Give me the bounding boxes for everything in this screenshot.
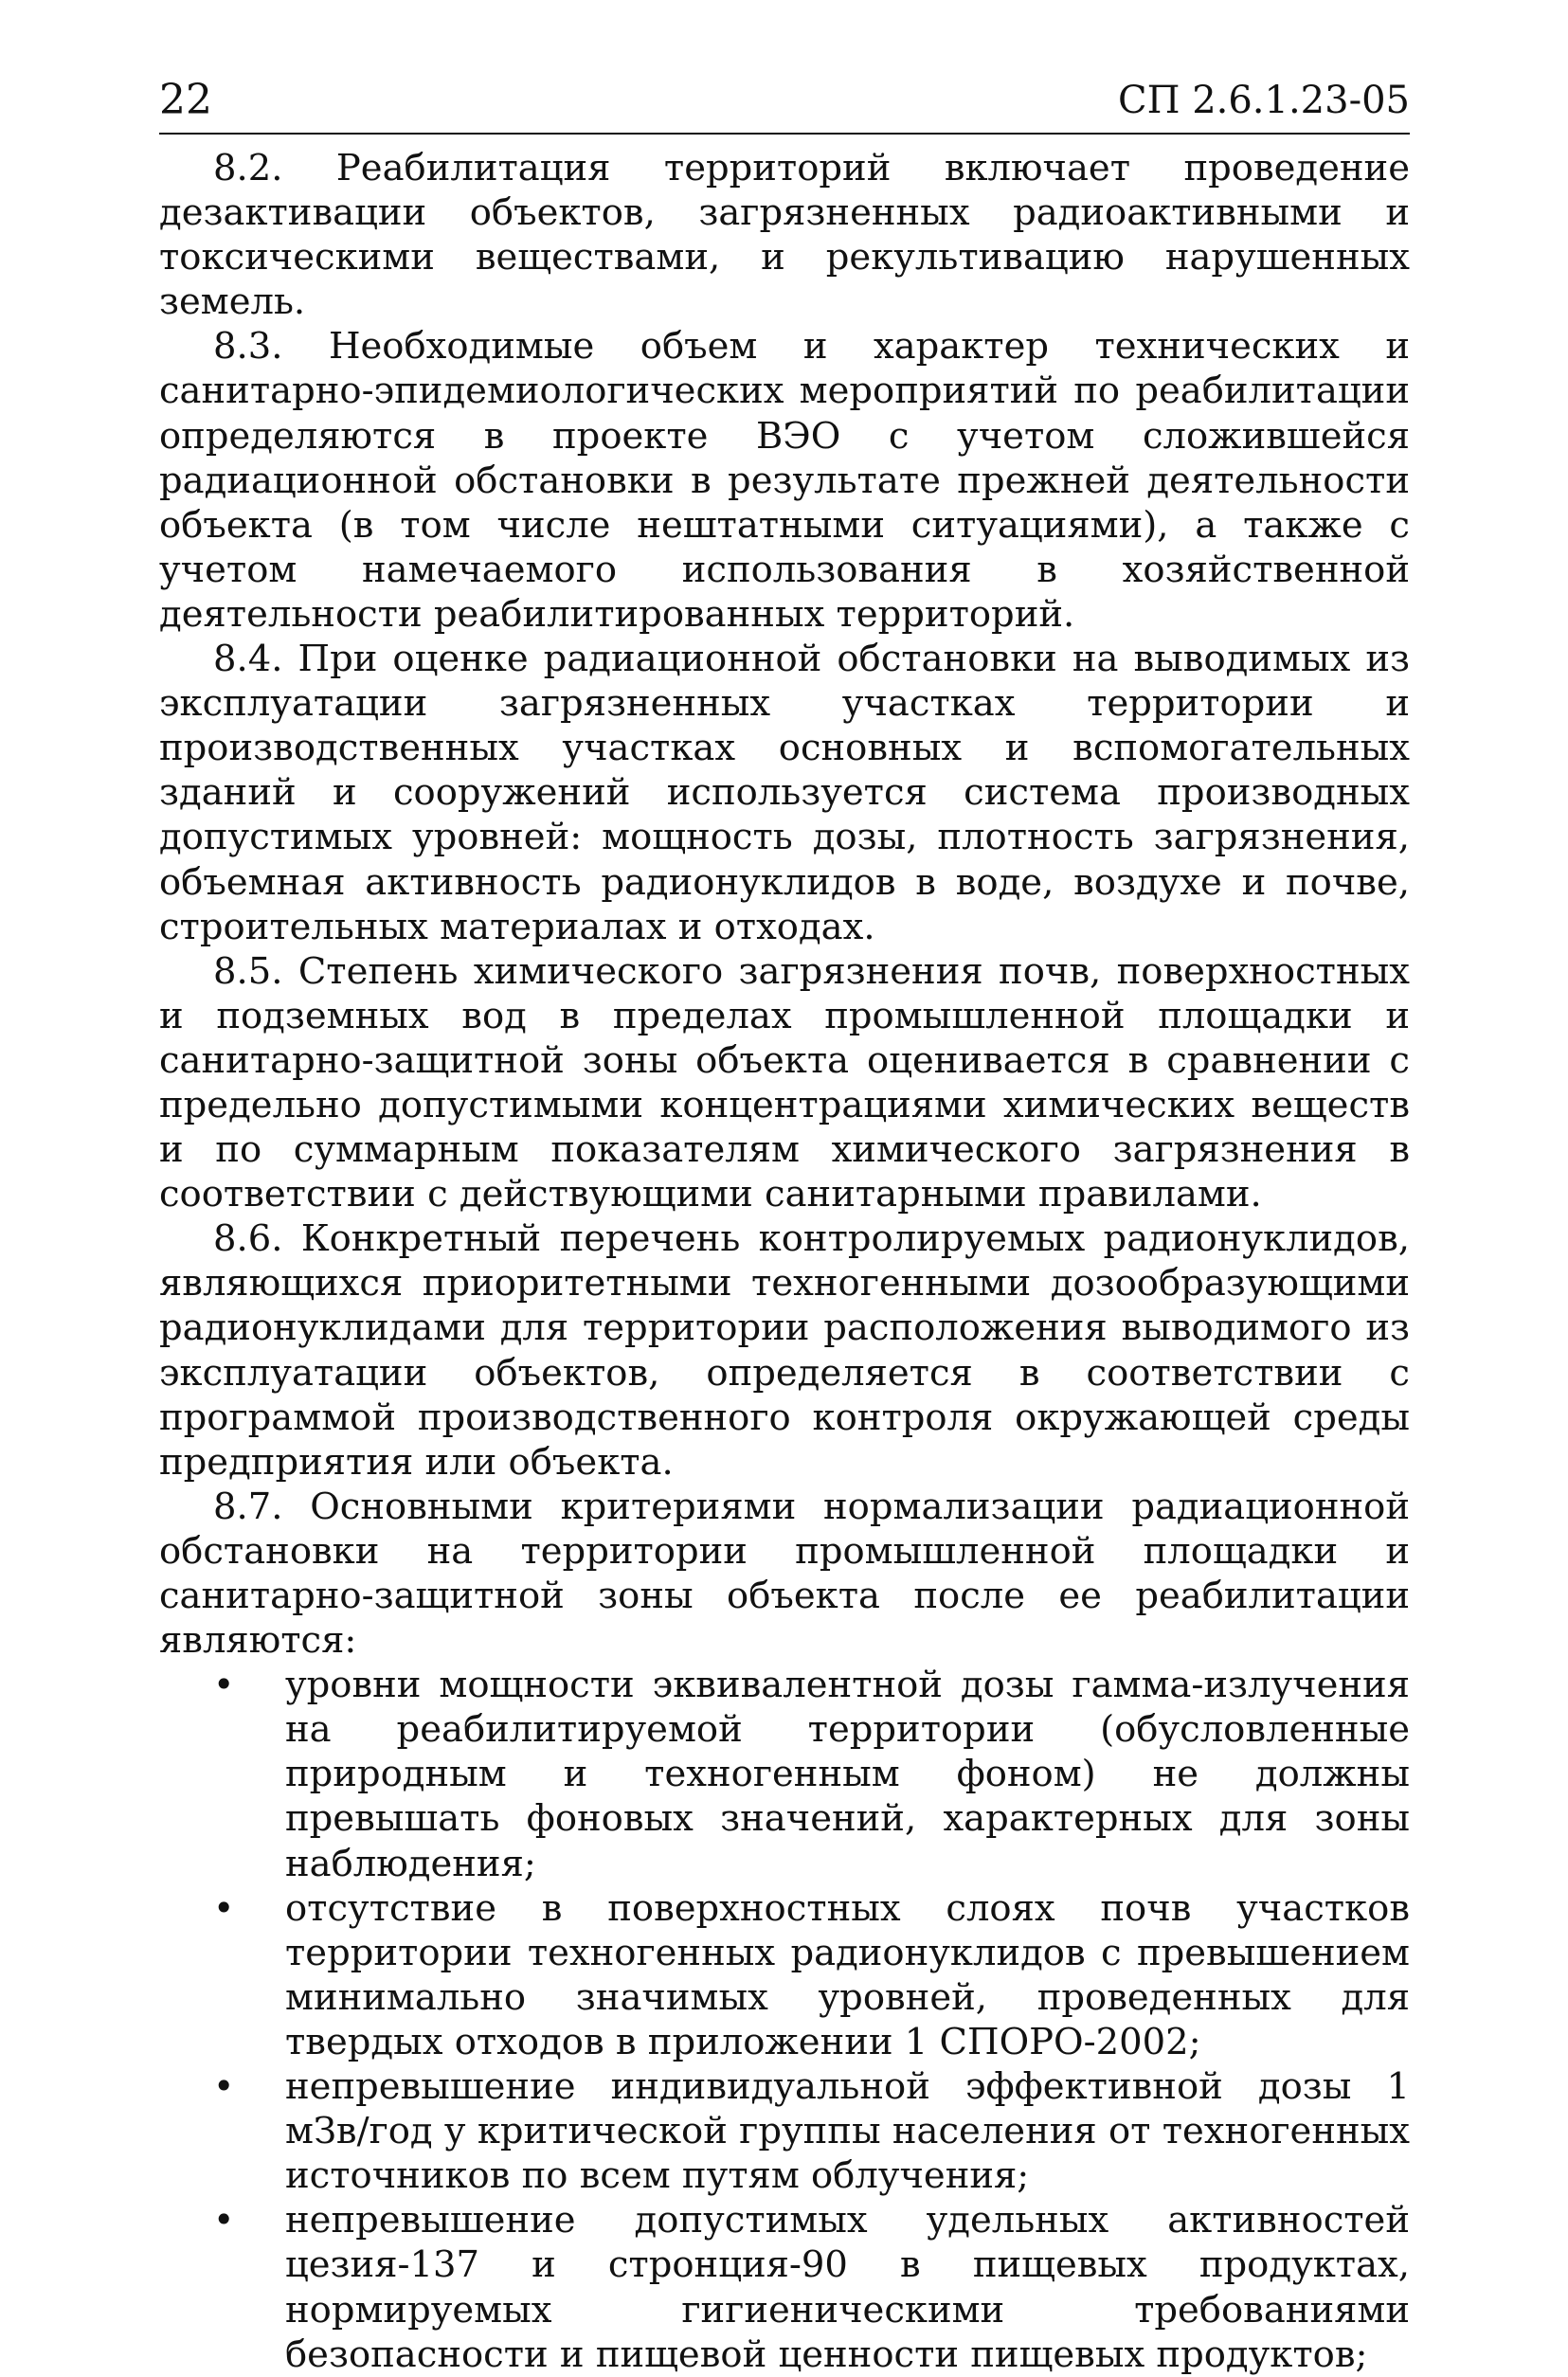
- list-item: [159, 1886, 1410, 2064]
- paragraph-8-7: 8.7. Основными критериями нормализации радиационной обстановки на территории промышленной площадки и санитарно-защитной зоны объекта после ее реабилитации являются:: [159, 1485, 1410, 1663]
- paragraph-8-3: 8.3. Необходимые объем и характер технических и санитарно-эпидемиологических мероприятий по реабилитации определяются в проекте ВЭО с учетом сложившейся радиационной обстановки в результате прежней деятельности объекта (в том числе нештатными ситуациями), а также с учетом намечаемого использования в хозяйственной деятельности реабилитированных территорий.: [159, 325, 1410, 636]
- document-body: [159, 146, 1410, 2377]
- document-code: СП 2.6.1.23-05: [1117, 79, 1410, 122]
- page-header: [159, 74, 1410, 135]
- bullet-icon: •: [213, 1664, 235, 1706]
- list-item-text: непревышение индивидуальной эффективной дозы 1 мЗв/год у критической группы населения от техногенных источников по всем путям облучения;: [285, 2065, 1410, 2198]
- bullet-icon: •: [213, 1886, 235, 1929]
- bullet-icon: •: [213, 2199, 235, 2242]
- list-item: [159, 2198, 1410, 2376]
- page-number: 22: [159, 76, 212, 124]
- bullet-icon: •: [213, 2065, 235, 2108]
- list-item-text: непревышение допустимых удельных активностей цезия-137 и стронция-90 в пищевых продуктах, нормируемых гигиеническими требованиями безопасности и пищевой ценности пищевых продуктов;: [285, 2199, 1410, 2376]
- list-item: [159, 2064, 1410, 2198]
- paragraph-8-4: 8.4. При оценке радиационной обстановки на выводимых из эксплуатации загрязненных участках территории и производственных участках основных и вспомогательных зданий и сооружений используется система производных допустимых уровней: мощность дозы, плотность загрязнения, объемная активность радионуклидов в воде, воздухе и почве, строительных материалах и отходах.: [159, 638, 1410, 948]
- criteria-list: [159, 1663, 1410, 2377]
- paragraph-8-6: 8.6. Конкретный перечень контролируемых радионуклидов, являющихся приоритетными техногенными дозообразующими радионуклидами для территории расположения выводимого из эксплуатации объектов, определяется в соответствии с программой производственного контроля окружающей среды предприятия или объекта.: [159, 1217, 1410, 1484]
- list-item: [159, 1663, 1410, 1885]
- list-item-text: отсутствие в поверхностных слоях почв участков территории техногенных радионуклидов с превышением минимально значимых уровней, проведенных для твердых отходов в приложении 1 СПОРО-2002;: [285, 1886, 1410, 2063]
- paragraph-8-2: 8.2. Реабилитация территорий включает проведение дезактивации объектов, загрязненных радиоактивными и токсическими веществами, и рекультивацию нарушенных земель.: [159, 147, 1410, 324]
- list-item-text: уровни мощности эквивалентной дозы гамма-излучения на реабилитируемой территории (обусловленные природным и техногенным фоном) не должны превышать фоновых значений, характерных для зоны наблюдения;: [285, 1664, 1410, 1885]
- paragraph-8-5: 8.5. Степень химического загрязнения почв, поверхностных и подземных вод в пределах промышленной площадки и санитарно-защитной зоны объекта оценивается в сравнении с предельно допустимыми концентрациями химических веществ и по суммарным показателям химического загрязнения в соответствии с действующими санитарными правилами.: [159, 949, 1410, 1216]
